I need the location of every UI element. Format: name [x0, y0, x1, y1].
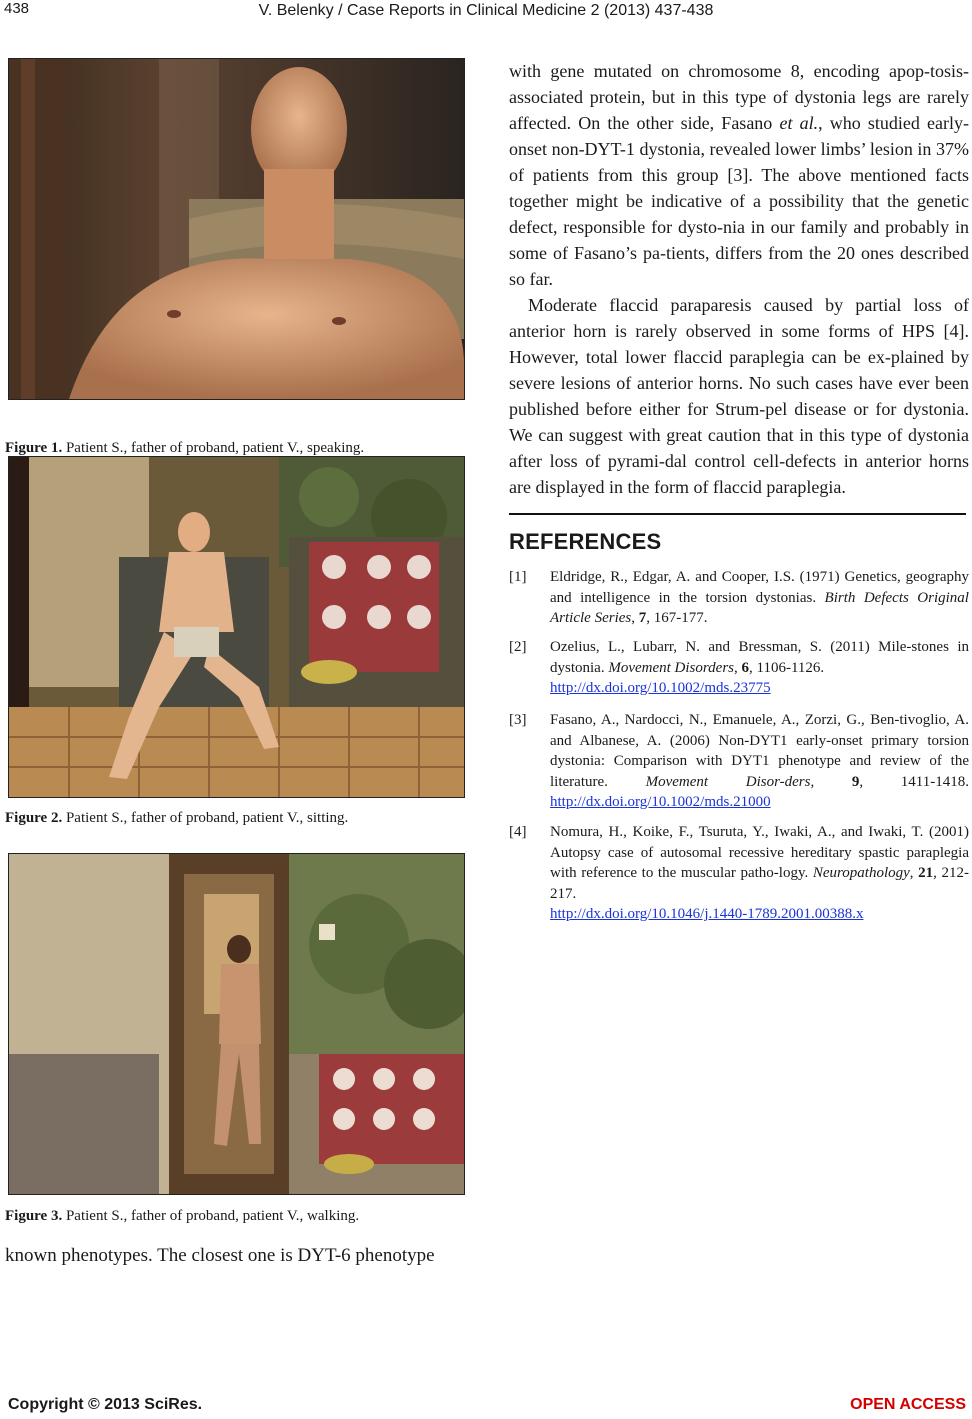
- reference-text: [550, 567, 969, 629]
- reference-journal: Movement Disor-ders: [645, 773, 811, 790]
- reference-pages: , 1411-1418.: [859, 773, 969, 790]
- figure-2-photo: [8, 456, 465, 798]
- paragraph-1-part-b: , who studied early-onset non-DYT-1 dystonia, revealed lower limbs’ lesion in 37% of patients from this group [3]. The above mentioned facts together might be indicative of a possibility that the genetic defect, responsible for dysto-nia in our family and probably in some of Fasano’s pa-tients, differs from the 20 ones described so far.: [509, 113, 969, 289]
- footer-copyright: Copyright © 2013 SciRes.: [8, 1396, 203, 1413]
- reference-item-1: [509, 567, 969, 629]
- page-number: 438: [4, 0, 30, 17]
- figure-3-caption-text: Patient S., father of proband, patient V., walking.: [62, 1208, 360, 1224]
- paragraph-1-part-a: with gene mutated on chromosome 8, encoding apop-tosis-associated protein, but in this type of dystonia legs are rarely affected. On the other side, Fasano: [509, 61, 969, 133]
- right-column-body: [509, 58, 969, 500]
- reference-journal: Birth Defects Original Article Series: [550, 589, 969, 626]
- figure-2-caption: [5, 810, 348, 827]
- reference-authors-title: Nomura, H., Koike, F., Tsuruta, Y., Iwaki, A., and Iwaki, T. (2001) Autopsy case of autosomal recessive hereditary spastic paraplegia with reference to the muscular patho-logy.: [550, 824, 969, 881]
- reference-authors-title: Ozelius, L., Lubarr, N. and Bressman, S. (2011) Mile-stones in dystonia.: [550, 639, 969, 676]
- figure-1-photo: [8, 58, 465, 400]
- reference-separator: ,: [631, 610, 639, 626]
- figure-2-caption-text: Patient S., father of proband, patient V., sitting.: [62, 810, 349, 826]
- reference-separator: ,: [734, 659, 742, 676]
- reference-authors-title: Fasano, A., Nardocci, N., Emanuele, A., Zorzi, G., Ben-tivoglio, A. and Albanese, A. (2006) Non-DYT1 early-onset primary torsion dystonia: Comparison with DYT1 phenotype and review of the literature.: [550, 712, 969, 790]
- paragraph-1-emphasis: et al.: [779, 113, 819, 133]
- reference-text: [550, 822, 969, 925]
- reference-doi-link[interactable]: http://dx.doi.org/10.1002/mds.23775: [550, 680, 771, 696]
- reference-volume: 6: [741, 659, 750, 676]
- figure-1-caption: [5, 440, 364, 457]
- reference-number: [2]: [509, 639, 527, 655]
- left-column-paragraph: known phenotypes. The closest one is DYT-6 phenotype: [5, 1245, 435, 1266]
- reference-pages: , 212-217.: [550, 865, 969, 902]
- reference-separator: ,: [810, 773, 852, 790]
- running-header: V. Belenky / Case Reports in Clinical Medicine 2 (2013) 437-438: [258, 2, 714, 19]
- reference-doi-link[interactable]: http://dx.doi.org/10.1002/mds.21000: [550, 794, 771, 810]
- figure-1-caption-text: Patient S., father of proband, patient V., speaking.: [62, 440, 365, 456]
- figure-2-label: Figure 2.: [5, 810, 63, 826]
- reference-volume: 9: [851, 773, 860, 790]
- reference-volume: 7: [638, 610, 647, 626]
- reference-journal: Neuropathology: [812, 865, 910, 881]
- reference-text: [550, 710, 969, 813]
- reference-text: [550, 637, 969, 699]
- paragraph-1: [509, 58, 969, 292]
- figure-1-label: Figure 1.: [5, 440, 63, 456]
- reference-item-2: [509, 637, 969, 699]
- figure-3-photo: [8, 853, 465, 1195]
- reference-pages: , 1106-1126.: [749, 659, 825, 676]
- footer-open-access: OPEN ACCESS: [850, 1396, 966, 1413]
- reference-journal: Movement Disorders: [608, 659, 735, 676]
- figure-3-label: Figure 3.: [5, 1208, 63, 1224]
- reference-item-4: [509, 822, 969, 925]
- reference-number: [4]: [509, 824, 527, 840]
- references-heading: REFERENCES: [509, 529, 662, 554]
- paragraph-2: Moderate flaccid paraparesis caused by partial loss of anterior horn is rarely observed in some forms of HPS [4]. However, total lower flaccid paraplegia can be ex-plained by severe lesions of anterior horns. No such cases have ever been published before either for Strum-pel disease or for dystonia. We can suggest with great caution that in this type of dystonia after loss of pyrami-dal control cell-defects in anterior horns are displayed in the form of flaccid paraplegia.: [509, 295, 969, 497]
- reference-item-3: [509, 710, 969, 813]
- reference-volume: 21: [918, 865, 934, 881]
- reference-authors-title: Eldridge, R., Edgar, A. and Cooper, I.S. (1971) Genetics, geography and intelligence in the torsion dystonias.: [550, 569, 969, 606]
- reference-number: [3]: [509, 712, 527, 728]
- reference-doi-link[interactable]: http://dx.doi.org/10.1046/j.1440-1789.2001.00388.x: [550, 906, 864, 922]
- reference-pages: , 167-177.: [646, 610, 708, 626]
- reference-number: [1]: [509, 569, 527, 585]
- reference-separator: ,: [909, 865, 919, 881]
- figure-3-caption: [5, 1208, 359, 1225]
- section-divider: [509, 513, 966, 515]
